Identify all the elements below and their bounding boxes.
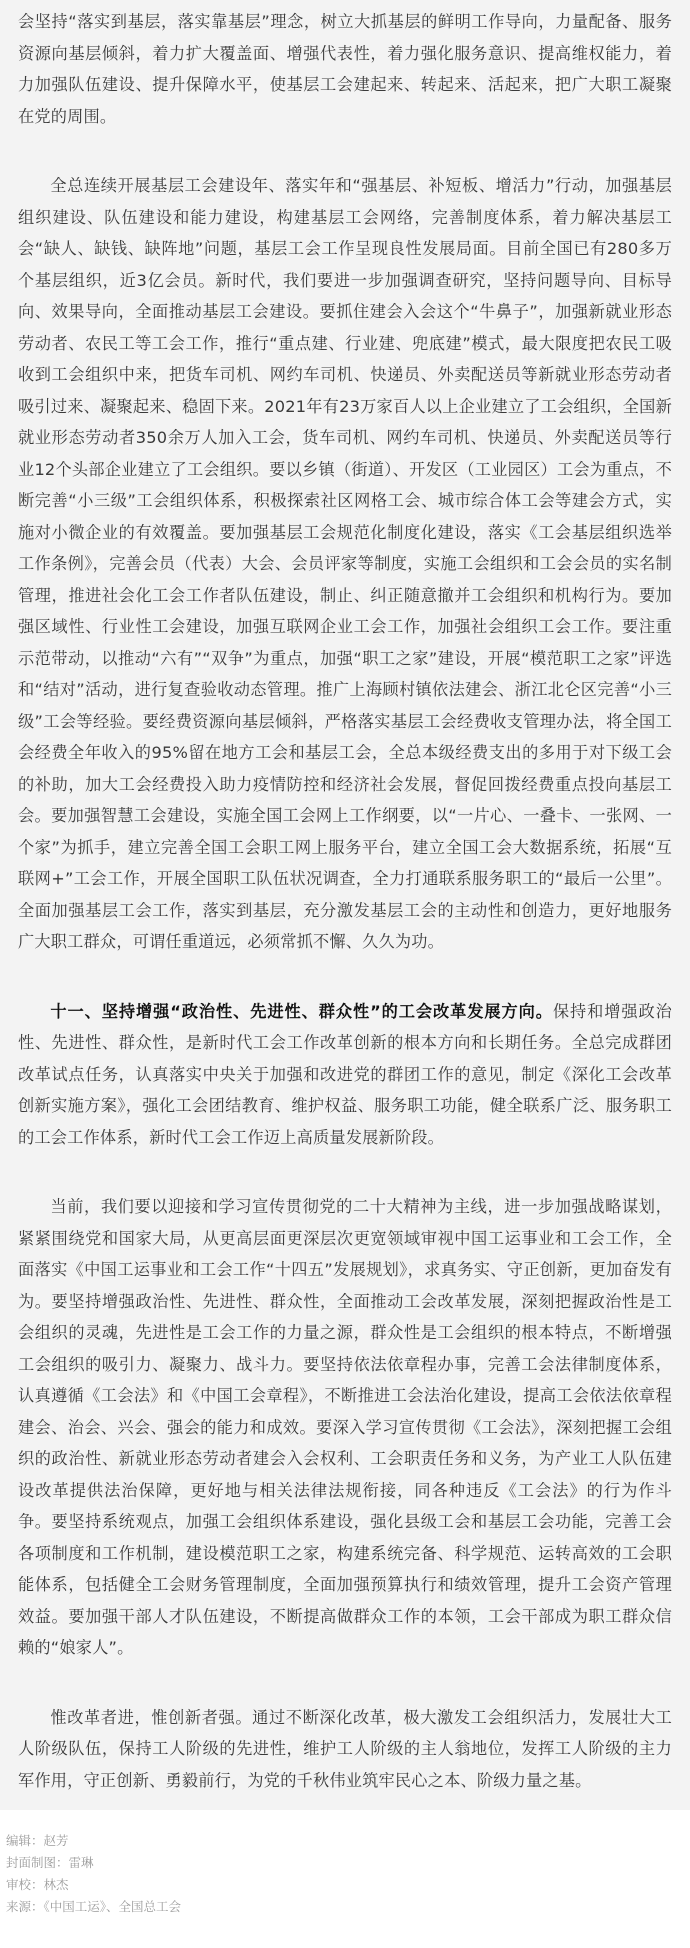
paragraph-reform-text: 保持和增强政治性、先进性、群众性，是新时代工会工作改革创新的根本方向和长期任务。全总完成群团改革试点任务，认真落实中央关于加强和改进党的群团工作的意见，制定《深化工会改革创新实施方案》，强化工会团结教育、维护权益、服务职工功能，健全联系广泛、服务职工的工会工作体系，新时代工会工作迈上高质量发展新阶段。 bbox=[18, 1001, 672, 1147]
source-credit: 来源：《中国工运》、全国总工会 bbox=[6, 1899, 182, 1914]
article-credits bbox=[0, 1830, 690, 1918]
paragraph-current-tasks: 当前，我们要以迎接和学习宣传贯彻党的二十大精神为主线，进一步加强战略谋划，紧紧围绕党和国家大局，从更高层面更深层次更宽领域审视中国工运事业和工会工作，全面落实《中国工运事业和工会工作“十四五”发展规划》，求真务实、守正创新，更加奋发有为。要坚持增强政治性、先进性、群众性，全面推动工会改革发展，深刻把握政治性是工会组织的灵魂，先进性是工会工作的力量之源，群众性是工会组织的根本特点，不断增强工会组织的吸引力、凝聚力、战斗力。要坚持依法依章程办事，完善工会法律制度体系，认真遵循《工会法》和《中国工会章程》，不断推进工会法治化建设，提高工会依法依章程建会、治会、兴会、强会的能力和成效。要深入学习宣传贯彻《工会法》，深刻把握工会组织的政治性、新就业形态劳动者建会入会权利、工会职责任务和义务，为产业工人队伍建设改革提供法治保障，更好地与相关法律法规衔接，同各种违反《工会法》的行为作斗争。要坚持系统观点，加强工会组织体系建设，强化县级工会和基层工会功能，完善工会各项制度和工作机制，建设模范职工之家，构建系统完备、科学规范、运转高效的工会职能体系，包括健全工会财务管理制度，全面加强预算执行和绩效管理，提升工会资产管理效益。要加强干部人才队伍建设，不断提高做群众工作的本领，工会干部成为职工群众信赖的“娘家人”。 bbox=[18, 1197, 672, 1657]
paragraph-conclusion: 惟改革者进，惟创新者强。通过不断深化改革，极大激发工会组织活力，发展壮大工人阶级队伍，保持工人阶级的先进性，维护工人阶级的主人翁地位，发挥工人阶级的主力军作用，守正创新、勇毅前行，为党的千秋伟业筑牢民心之本、阶级力量之基。 bbox=[18, 1707, 672, 1790]
paragraph-continuation: 会坚持“落实到基层，落实靠基层”理念，树立大抓基层的鲜明工作导向，力量配备、服务资源向基层倾斜，着力扩大覆盖面、增强代表性，着力强化服务意识、提高维权能力，着力加强队伍建设、提升保障水平，使基层工会建起来、转起来、活起来，把广大职工凝聚在党的周围。 bbox=[18, 12, 672, 126]
paragraph-grassroots: 全总连续开展基层工会建设年、落实年和“强基层、补短板、增活力”行动，加强基层组织建设、队伍建设和能力建设，构建基层工会网络，完善制度体系，着力解决基层工会“缺人、缺钱、缺阵地”问题，基层工会工作呈现良性发展局面。目前全国已有280多万个基层组织，近3亿会员。新时代，我们要进一步加强调查研究，坚持问题导向、目标导向、效果导向，全面推动基层工会建设。要抓住建会入会这个“牛鼻子”，加强新就业形态劳动者、农民工等工会工作，推行“重点建、行业建、兜底建”模式，最大限度把农民工吸收到工会组织中来，把货车司机、网约车司机、快递员、外卖配送员等新就业形态劳动者吸引过来、凝聚起来、稳固下来。2021年有23万家百人以上企业建立了工会组织，全国新就业形态劳动者350余万人加入工会，货车司机、网约车司机、快递员、外卖配送员等行业12个头部企业建立了工会组织。要以乡镇（街道）、开发区（工业园区）工会为重点，不断完善“小三级”工会组织体系，积极探索社区网格工会、城市综合体工会等建会方式，实施对小微企业的有效覆盖。要加强基层工会规范化制度化建设，落实《工会基层组织选举工作条例》，完善会员（代表）大会、会员评家等制度，实施工会组织和工会会员的实名制管理，推进社会化工会工作者队伍建设，制止、纠正随意撤并工会组织和机构行为。要加强区域性、行业性工会建设，加强互联网企业工会工作，加强社会组织工会工作。要注重示范带动，以推动“六有”“双争”为重点，加强“职工之家”建设，开展“模范职工之家”评选和“结对”活动，进行复查验收动态管理。推广上海顾村镇依法建会、浙江北仑区完善“小三级”工会等经验。要经费资源向基层倾斜，严格落实基层工会经费收支管理办法，将全国工会经费全年收入的95%留在地方工会和基层工会，全总本级经费支出的多用于对下级工会的补助，加大工会经费投入助力疫情防控和经济社会发展，督促回拨经费重点投向基层工会。要加强智慧工会建设，实施全国工会网上工作纲要，以“一片心、一叠卡、一张网、一个家”为抓手，建立完善全国工会职工网上服务平台，建立全国工会大数据系统，拓展“互联网+”工会工作，开展全国职工队伍状况调查，全力打通联系服务职工的“最后一公里”。全面加强基层工会工作，落实到基层，充分激发基层工会的主动性和创造力，更好地服务广大职工群众，可谓任重道远，必须常抓不懈、久久为功。 bbox=[18, 176, 672, 951]
review-credit: 审校：林杰 bbox=[6, 1877, 69, 1892]
paragraph-reform bbox=[18, 996, 672, 1154]
section-heading: 十一、坚持增强“政治性、先进性、群众性”的工会改革发展方向。 bbox=[50, 1001, 553, 1021]
cover-credit: 封面制图：雷琳 bbox=[6, 1855, 94, 1870]
editor-credit: 编辑：赵芳 bbox=[6, 1833, 69, 1848]
